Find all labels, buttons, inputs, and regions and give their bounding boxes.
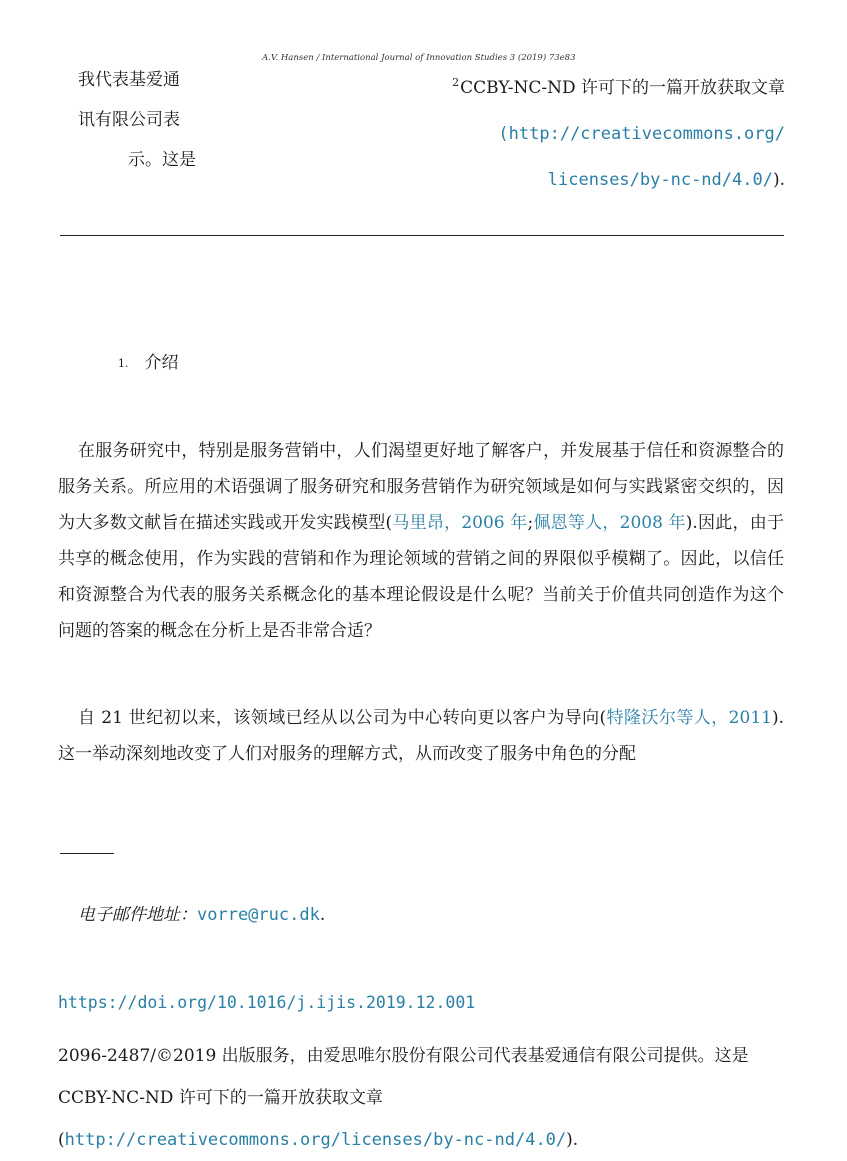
license-url-line-2[interactable]: licenses/by-nc-nd/4.0/ xyxy=(547,170,773,190)
email-tail: . xyxy=(319,905,326,925)
doi-link[interactable]: https://doi.org/10.1016/j.ijis.2019.12.001 xyxy=(58,993,476,1012)
running-head: A.V. Hansen / International Journal of Innovation Studies 3 (2019) 73e83 xyxy=(262,53,576,63)
email-footnote xyxy=(78,900,325,925)
license-line-3 xyxy=(365,157,785,203)
copyright-open-paren: ( xyxy=(58,1130,65,1150)
left-line-3: 示。这是 xyxy=(128,150,196,170)
header-divider xyxy=(60,235,784,236)
license-link[interactable]: http://creativecommons.org/licenses/by-nc-nd/4.0/ xyxy=(64,1130,567,1150)
paragraph-2 xyxy=(58,700,784,772)
copyright-notice xyxy=(58,1035,788,1161)
license-url-line-1[interactable]: (http://creativecommons.org/ xyxy=(498,124,785,144)
section-heading xyxy=(118,348,179,373)
license-url-close: ). xyxy=(772,170,785,190)
left-text-block xyxy=(78,60,228,180)
email-link[interactable]: vorre@ruc.dk xyxy=(197,905,320,925)
right-text-block xyxy=(365,60,785,203)
para2-text-a: 自 21 世纪初以来，该领域已经从以公司为中心转向更以客户为导向( xyxy=(78,708,607,728)
section-number: 1. xyxy=(118,357,129,370)
para1-text-b: ).因此，由于共享的概念使用，作为实践的营销和作为理论领域的营销之间的界限似乎模糊了。因此，以信任和资源整合为代表的服务关系概念化的基本理论假设是什么呢？当前关于价值共同创造作为这个问题的答案的概念在分析上是否非常合适？ xyxy=(58,513,784,641)
left-line-1: 我代表基爱通 xyxy=(78,70,180,90)
license-line-1 xyxy=(365,60,785,111)
copyright-close: ). xyxy=(566,1130,579,1150)
citation-link[interactable]: 佩恩等人，2008 年 xyxy=(533,513,686,533)
section-title: 介绍 xyxy=(144,353,179,373)
citation-link[interactable]: 马里昂，2006 年 xyxy=(392,513,528,533)
footnote-divider xyxy=(60,853,114,854)
para2-text-b: ).这一举动深刻地改变了人们对服务的理解方式，从而改变了服务中角色的分配 xyxy=(58,708,784,764)
license-text: CCBY-NC-ND 许可下的一篇开放获取文章 xyxy=(460,78,785,98)
paragraph-1 xyxy=(58,433,784,649)
para1-text-a: 在服务研究中，特别是服务营销中，人们渴望更好地了解客户，并发展基于信任和资源整合的服务关系。所应用的术语强调了服务研究和服务营销作为研究领域是如何与实践紧密交织的，因为大多数文献旨在描述实践或开发实践模型( xyxy=(58,441,784,533)
copyright-text: 2096-2487/©2019 出版服务，由爱思唯尔股份有限公司代表基爱通信有限公司提供。这是 CCBY-NC-ND 许可下的一篇开放获取文章 xyxy=(58,1046,749,1108)
citation-link[interactable]: 特隆沃尔等人，2011 xyxy=(606,708,772,728)
superscript-mark: 2 xyxy=(452,76,460,89)
citation-separator: ; xyxy=(527,513,534,533)
left-line-2: 讯有限公司表 xyxy=(78,110,180,130)
email-label: 电子邮件地址： xyxy=(78,905,197,925)
